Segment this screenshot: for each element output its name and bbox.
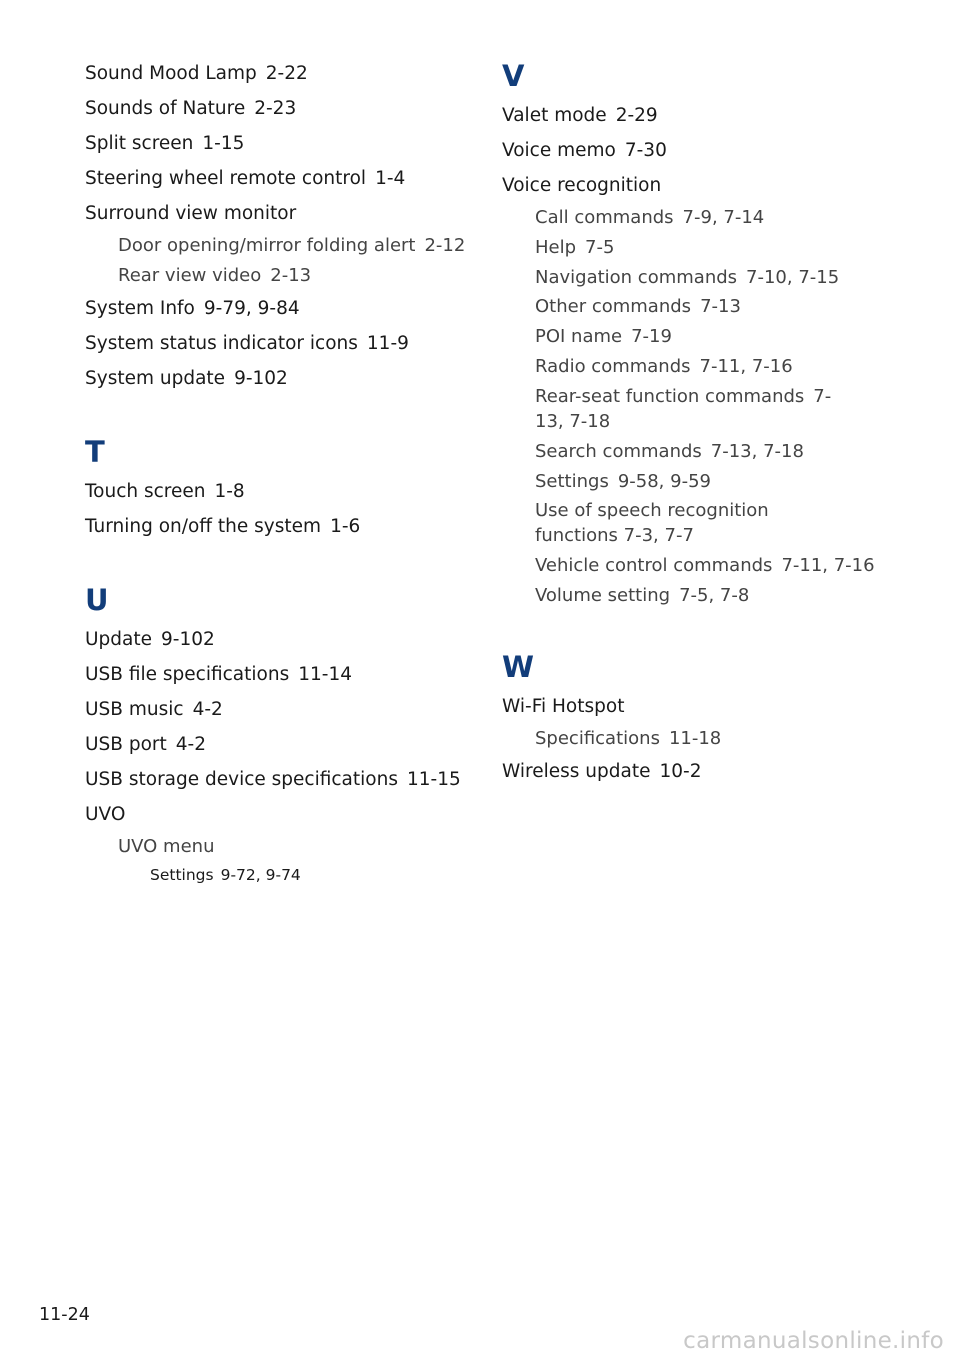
entry-pages: 11-9 bbox=[366, 332, 409, 354]
index-entry bbox=[502, 168, 922, 203]
index-subentry bbox=[85, 832, 475, 862]
index-subentry bbox=[502, 203, 922, 233]
entry-term: Update bbox=[85, 628, 152, 650]
entry-term: USB port bbox=[85, 733, 167, 755]
entry-pages: 7-19 bbox=[631, 326, 672, 348]
entry-pages: 7-11, 7-16 bbox=[699, 355, 793, 377]
index-subentry bbox=[502, 724, 922, 754]
page-number: 11-24 bbox=[39, 1305, 90, 1325]
index-entry bbox=[85, 657, 475, 692]
entry-term: UVO menu bbox=[118, 835, 215, 857]
index-entry bbox=[85, 474, 475, 509]
entry-pages: 9-79, 9-84 bbox=[203, 297, 300, 319]
index-subentry bbox=[502, 263, 922, 293]
index-section-u bbox=[85, 580, 475, 890]
index-subentry bbox=[502, 322, 922, 352]
entry-pages: 9-102 bbox=[161, 628, 215, 650]
entry-pages: 2-12 bbox=[424, 235, 466, 256]
entry-pages: 2-29 bbox=[615, 105, 658, 126]
entry-term: System status indicator icons bbox=[85, 332, 358, 354]
index-entry bbox=[85, 727, 475, 762]
index-subentry bbox=[502, 581, 922, 611]
index-section-v bbox=[502, 56, 922, 611]
index-entry bbox=[502, 133, 922, 168]
section-letter: U bbox=[85, 582, 109, 617]
index-subentry bbox=[502, 467, 922, 497]
entry-term: Rear-seat function commands bbox=[535, 385, 805, 407]
entry-term: Door opening/mirror folding alert bbox=[118, 235, 416, 256]
index-subentry bbox=[502, 498, 855, 548]
entry-term: Rear view video bbox=[118, 264, 262, 286]
index-entry bbox=[85, 622, 475, 657]
entry-term: UVO bbox=[85, 803, 126, 825]
index-section-s bbox=[85, 56, 475, 396]
entry-pages: 2-13 bbox=[270, 264, 312, 286]
section-letter: T bbox=[85, 434, 105, 469]
index-column-right bbox=[502, 56, 922, 789]
entry-pages: 7-11, 7-16 bbox=[781, 555, 875, 577]
entry-term: Help bbox=[535, 236, 577, 258]
index-subsubentry bbox=[85, 861, 475, 889]
index-subentry bbox=[502, 352, 922, 382]
index-entry bbox=[85, 762, 475, 797]
index-entry bbox=[85, 291, 475, 326]
entry-pages: 7-13, 7-18 bbox=[710, 440, 804, 462]
entry-term: Settings bbox=[150, 866, 214, 885]
entry-pages: 11-14 bbox=[298, 663, 352, 685]
entry-term: USB file specifications bbox=[85, 663, 290, 685]
entry-pages: 9-102 bbox=[234, 367, 288, 389]
entry-pages: 4-2 bbox=[192, 698, 223, 720]
entry-pages: 1-8 bbox=[214, 480, 245, 502]
index-entry bbox=[85, 126, 475, 161]
index-entry bbox=[85, 361, 475, 396]
index-column-left bbox=[85, 56, 475, 889]
index-entry bbox=[85, 692, 475, 727]
entry-pages: 7-5 bbox=[585, 236, 615, 258]
index-entry bbox=[85, 797, 475, 832]
entry-term: Turning on/off the system bbox=[85, 515, 322, 537]
section-letter: W bbox=[502, 649, 534, 684]
entry-term: Wireless update bbox=[502, 760, 651, 782]
index-subentry bbox=[502, 292, 922, 322]
entry-pages: 7-3, 7-7 bbox=[623, 525, 694, 547]
index-subentry bbox=[85, 261, 475, 291]
entry-term: USB music bbox=[85, 698, 184, 720]
index-entry bbox=[85, 56, 475, 91]
entry-pages: 4-2 bbox=[175, 733, 206, 755]
entry-term: Voice memo bbox=[502, 140, 616, 161]
entry-term: Touch screen bbox=[85, 480, 206, 502]
index-section-w bbox=[502, 647, 922, 789]
entry-term: Use of speech recognition functions bbox=[535, 500, 769, 547]
entry-term: Call commands bbox=[535, 207, 674, 228]
index-subentry bbox=[502, 551, 922, 581]
entry-pages: 7-30 bbox=[624, 140, 667, 161]
entry-term: Search commands bbox=[535, 440, 702, 462]
index-entry bbox=[502, 98, 922, 133]
entry-term: Other commands bbox=[535, 296, 692, 318]
entry-pages: 10-2 bbox=[659, 760, 702, 782]
section-letter: V bbox=[502, 59, 525, 93]
index-subentry bbox=[502, 437, 922, 467]
entry-term: Navigation commands bbox=[535, 266, 738, 288]
entry-term: Split screen bbox=[85, 133, 194, 154]
entry-term: Wi-Fi Hotspot bbox=[502, 695, 625, 717]
index-subentry bbox=[502, 233, 922, 263]
entry-pages: 7-13 bbox=[700, 296, 741, 318]
index-entry bbox=[502, 754, 922, 789]
index-entry bbox=[85, 326, 475, 361]
index-entry bbox=[85, 196, 475, 231]
entry-pages: 1-15 bbox=[202, 133, 245, 154]
entry-pages: 2-22 bbox=[265, 63, 308, 84]
entry-term: System update bbox=[85, 367, 226, 389]
entry-pages: 11-18 bbox=[668, 727, 722, 749]
entry-pages: 11-15 bbox=[406, 768, 461, 790]
entry-term: Volume setting bbox=[535, 585, 671, 607]
entry-pages: 1-4 bbox=[375, 168, 406, 189]
entry-term: Sound Mood Lamp bbox=[85, 63, 257, 84]
entry-term: Voice recognition bbox=[502, 175, 662, 196]
entry-pages: 7-5, 7-8 bbox=[679, 585, 750, 607]
entry-pages: 7-13, 7-18 bbox=[535, 385, 832, 432]
entry-term: Vehicle control commands bbox=[535, 555, 773, 577]
entry-term: Settings bbox=[535, 470, 609, 492]
entry-term: Specifications bbox=[535, 727, 660, 749]
index-entry bbox=[502, 689, 922, 724]
index-entry bbox=[85, 161, 475, 196]
entry-term: Sounds of Nature bbox=[85, 98, 246, 119]
entry-term: Surround view monitor bbox=[85, 203, 297, 224]
entry-pages: 9-72, 9-74 bbox=[220, 866, 301, 885]
entry-term: Valet mode bbox=[502, 105, 607, 126]
entry-term: Radio commands bbox=[535, 355, 691, 377]
entry-term: Steering wheel remote control bbox=[85, 168, 367, 189]
entry-pages: 7-10, 7-15 bbox=[746, 266, 840, 288]
entry-pages: 7-9, 7-14 bbox=[682, 207, 765, 228]
index-subentry bbox=[502, 384, 855, 434]
index-entry bbox=[85, 91, 475, 126]
entry-term: POI name bbox=[535, 326, 623, 348]
entry-pages: 9-58, 9-59 bbox=[617, 470, 711, 492]
entry-term: USB storage device specifications bbox=[85, 768, 398, 790]
index-entry bbox=[85, 509, 475, 544]
watermark-text: carmanualsonline.info bbox=[683, 1328, 944, 1354]
index-subentry bbox=[85, 231, 475, 261]
entry-pages: 2-23 bbox=[254, 98, 297, 119]
index-section-t bbox=[85, 432, 475, 544]
entry-pages: 1-6 bbox=[330, 515, 361, 537]
entry-term: System Info bbox=[85, 297, 195, 319]
